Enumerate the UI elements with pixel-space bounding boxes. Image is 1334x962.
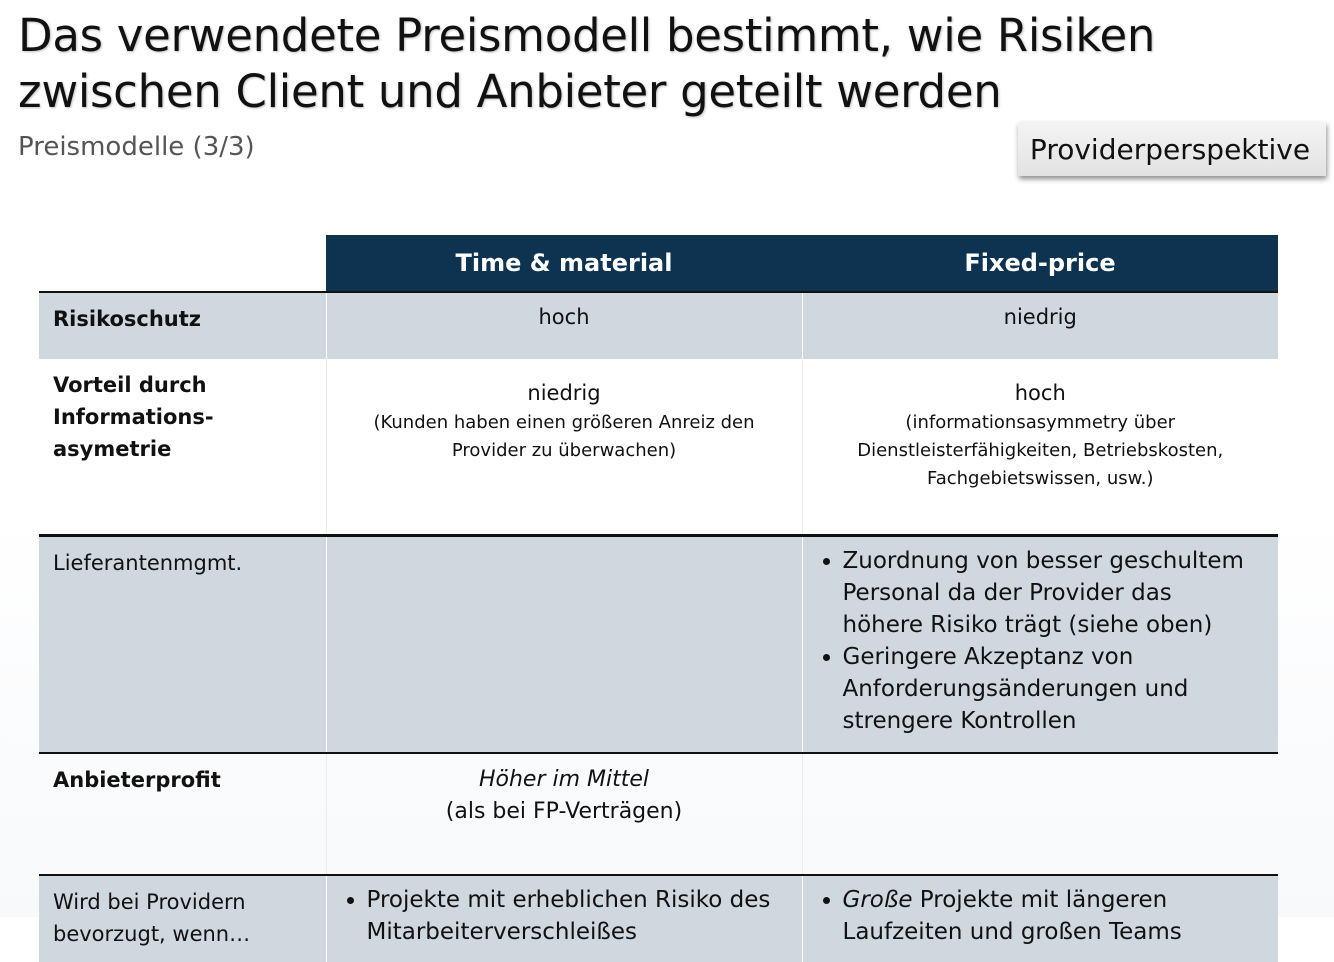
- row-label-informationsasymetrie: [39, 359, 326, 536]
- cell-fp-lieferantenmgmt: [802, 536, 1278, 754]
- bullet-list: [803, 537, 1279, 737]
- perspective-button[interactable]: Providerperspektive: [1018, 122, 1326, 176]
- bullet-list: [803, 876, 1279, 948]
- value-subtext: (informationsasymmetry über Dienstleisterfähigkeiten, Betriebskosten, Fachgebietswissen, usw.): [857, 412, 1224, 489]
- header-time-material: Time & material: [326, 235, 802, 292]
- header-empty-cell: [39, 235, 326, 292]
- cell-tm-informationsasymetrie: [326, 359, 802, 536]
- table-row: [39, 359, 1278, 536]
- list-item-text: Projekte mit längeren Laufzeiten und großen Teams: [842, 887, 1182, 945]
- row-label-text: Wird bei Providern bevorzugt, wenn…: [53, 890, 251, 946]
- list-item: [843, 884, 1249, 948]
- title-line-2: zwischen Client und Anbieter geteilt werden: [18, 65, 1002, 118]
- cell-fp-anbieterprofit: [802, 753, 1278, 875]
- emphasis-text: Große: [842, 887, 913, 913]
- slide-subtitle: Preismodelle (3/3): [18, 132, 255, 162]
- list-item: • Projekte mit erheblichen Risiko des Mitarbeiterverschleißes: [367, 884, 772, 948]
- cell-tm-anbieterprofit: [326, 753, 802, 875]
- list-item: • Geringere Akzeptanz von Anforderungsänderungen und strengere Kontrollen: [843, 641, 1249, 737]
- slide-title: [18, 8, 1318, 120]
- value-text: hoch: [538, 305, 590, 329]
- pricing-model-table: [39, 235, 1278, 962]
- value-subtext: (Kunden haben einen größeren Anreiz den Provider zu überwachen): [373, 412, 755, 461]
- value-subtext: (als bei FP-Verträgen): [445, 799, 683, 824]
- bullet-list: [327, 876, 802, 948]
- cell-fp-bevorzugt: [802, 875, 1278, 962]
- title-line-1: Das verwendete Preismodell bestimmt, wie Risiken: [18, 9, 1156, 62]
- cell-tm-risikoschutz: [326, 292, 802, 359]
- table-row: [39, 292, 1278, 359]
- row-label-text: Vorteil durch Informations-asymetrie: [53, 373, 214, 461]
- table-row: [39, 875, 1278, 962]
- table-header-row: [39, 235, 1278, 292]
- cell-fp-risikoschutz: [802, 292, 1278, 359]
- cell-fp-informationsasymetrie: [802, 359, 1278, 536]
- value-text: niedrig: [1003, 305, 1077, 329]
- table-row: [39, 536, 1278, 754]
- cell-tm-lieferantenmgmt: [326, 536, 802, 754]
- value-text: Höher im Mittel: [478, 767, 650, 792]
- table-row: [39, 753, 1278, 875]
- value-text: niedrig: [527, 381, 601, 405]
- row-label-bevorzugt: [39, 875, 326, 962]
- row-label-lieferantenmgmt: Lieferantenmgmt.: [39, 536, 326, 754]
- header-fixed-price: Fixed-price: [802, 235, 1278, 292]
- list-item: • Zuordnung von besser geschultem Personal da der Provider das höhere Risiko trägt (siehe oben): [843, 545, 1249, 641]
- value-text: hoch: [1014, 381, 1066, 405]
- row-label-anbieterprofit: Anbieterprofit: [39, 753, 326, 875]
- cell-tm-bevorzugt: [326, 875, 802, 962]
- row-label-risikoschutz: Risikoschutz: [39, 292, 326, 359]
